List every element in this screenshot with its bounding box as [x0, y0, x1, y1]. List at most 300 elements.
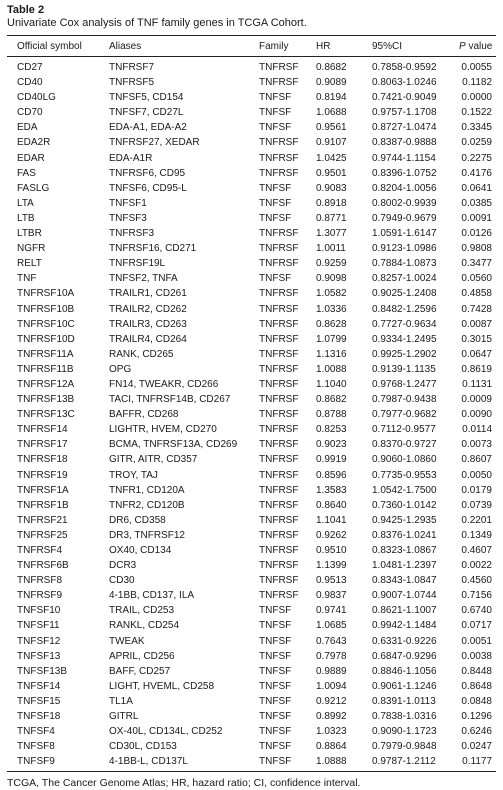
- p-value-word: value: [465, 40, 493, 52]
- cell-p-value: 0.0247: [461, 741, 492, 753]
- cell-family: TNFRSF: [259, 469, 299, 481]
- cell-hr: 0.8918: [316, 197, 347, 209]
- cell-hr: 0.8788: [316, 409, 347, 421]
- cell-ci: 0.8002-0.9939: [372, 197, 437, 209]
- table-row: [7, 452, 496, 467]
- cell-ci: 0.9025-1.2408: [372, 288, 437, 300]
- cell-ci: 0.6331-0.9226: [372, 635, 437, 647]
- cell-hr: 0.8596: [316, 469, 347, 481]
- cell-aliases: LIGHTR, HVEM, CD270: [109, 424, 217, 436]
- cell-family: TNFSF: [259, 122, 292, 134]
- cell-aliases: FN14, TWEAKR, CD266: [109, 378, 219, 390]
- cell-p-value: 0.0050: [461, 469, 492, 481]
- cell-hr: 0.9098: [316, 273, 347, 285]
- table-row: [7, 694, 496, 709]
- cell-hr: 0.9212: [316, 695, 347, 707]
- cell-p-value: 0.0647: [461, 348, 492, 360]
- table-row: [7, 709, 496, 724]
- cell-hr: 0.7978: [316, 650, 347, 662]
- cell-ci: 0.7112-0.9577: [372, 424, 436, 436]
- cell-family: TNFRSF: [259, 167, 299, 179]
- cell-symbol: TNFSF4: [17, 726, 55, 738]
- table-bottom-rule: [7, 771, 496, 772]
- cell-hr: 0.8628: [316, 318, 347, 330]
- cell-symbol: TNFRSF17: [17, 439, 68, 451]
- cell-family: TNFRSF: [259, 575, 299, 587]
- table-row: [7, 135, 496, 150]
- table-row: [7, 286, 496, 301]
- cell-family: TNFRSF: [259, 348, 299, 360]
- table-row: [7, 513, 496, 528]
- table-row: [7, 392, 496, 407]
- cell-aliases: OX-40L, CD134L, CD252: [109, 726, 223, 738]
- cell-aliases: TNFRSF6, CD95: [109, 167, 186, 179]
- col-header-p-value: [449, 36, 496, 57]
- table-row: [7, 407, 496, 422]
- cell-aliases: BAFFR, CD268: [109, 409, 179, 421]
- cell-family: TNFRSF: [259, 152, 299, 164]
- cell-symbol: CD40LG: [17, 92, 56, 104]
- cell-symbol: LTBR: [17, 228, 42, 240]
- table-row: [7, 649, 496, 664]
- cell-aliases: TRAILR2, CD262: [109, 303, 187, 315]
- cell-p-value: 0.0717: [461, 620, 492, 632]
- col-header-ci: 95%CI: [362, 36, 449, 57]
- cell-ci: 0.9061-1.1246: [372, 680, 437, 692]
- cell-p-value: 0.1349: [461, 529, 492, 541]
- cell-symbol: TNFSF8: [17, 741, 55, 753]
- cell-ci: 0.9768-1.2477: [372, 378, 437, 390]
- table-body: [7, 57, 496, 772]
- cell-hr: 1.1040: [316, 378, 347, 390]
- cell-hr: 1.0799: [316, 333, 347, 345]
- cell-hr: 0.8682: [316, 62, 347, 73]
- table-footnote: TCGA, The Cancer Genome Atlas; HR, hazard ratio; CI, confidence interval.: [7, 777, 361, 790]
- cell-family: TNFRSF: [259, 378, 299, 390]
- cell-family: TNFRSF: [259, 394, 299, 406]
- cell-family: TNFRSF: [259, 454, 299, 466]
- table-row: [7, 422, 496, 437]
- cell-p-value: 0.7428: [461, 303, 492, 315]
- cell-symbol: TNFSF10: [17, 605, 61, 617]
- cell-p-value: 0.0038: [461, 650, 492, 662]
- cell-ci: 0.7727-0.9634: [372, 318, 437, 330]
- cell-p-value: 0.3477: [461, 258, 492, 270]
- table-label: Table 2: [7, 4, 45, 16]
- table-row: [7, 468, 496, 483]
- cell-family: TNFSF: [259, 605, 292, 617]
- table-row: [7, 256, 496, 271]
- cell-ci: 0.8621-1.1007: [372, 605, 437, 617]
- cell-family: TNFSF: [259, 680, 292, 692]
- cell-symbol: TNFSF13B: [17, 665, 68, 677]
- cell-aliases: BCMA, TNFRSF13A, CD269: [109, 439, 238, 451]
- cell-p-value: 0.3015: [461, 333, 492, 345]
- cell-ci: 0.9060-1.0860: [372, 454, 437, 466]
- cell-family: TNFRSF: [259, 258, 299, 270]
- cell-family: TNFRSF: [259, 303, 299, 315]
- cell-p-value: 0.0000: [461, 92, 492, 104]
- cell-symbol: TNFSF11: [17, 620, 60, 632]
- cell-p-value: 0.1131: [462, 378, 492, 390]
- cell-ci: 0.8323-1.0867: [372, 545, 437, 556]
- cell-aliases: RANK, CD265: [109, 348, 174, 360]
- cell-symbol: TNFRSF4: [17, 545, 62, 556]
- table-row: [7, 754, 496, 771]
- cell-aliases: TRAILR3, CD263: [109, 318, 187, 330]
- cell-hr: 0.9561: [316, 122, 347, 134]
- cell-hr: 1.3077: [316, 228, 347, 240]
- cell-hr: 1.0094: [316, 680, 347, 692]
- cell-ci: 0.8370-0.9727: [372, 439, 437, 451]
- cell-hr: 0.9089: [316, 77, 347, 89]
- cell-hr: 0.9083: [316, 182, 347, 194]
- cell-family: TNFRSF: [259, 77, 299, 89]
- cell-ci: 0.9942-1.1484: [372, 620, 437, 632]
- cell-symbol: TNFRSF13C: [17, 409, 75, 421]
- cell-ci: 0.8727-1.0474: [372, 122, 437, 134]
- cell-symbol: TNFSF9: [17, 756, 55, 768]
- cell-aliases: OPG: [109, 363, 132, 375]
- table-row: [7, 196, 496, 211]
- cell-ci: 1.0591-1.6147: [372, 228, 437, 240]
- cell-p-value: 0.8607: [461, 454, 492, 466]
- cell-p-value: 0.8619: [461, 363, 492, 375]
- cell-ci: 0.9139-1.1135: [372, 363, 436, 375]
- cell-family: TNFRSF: [259, 499, 299, 511]
- cell-hr: 1.0685: [316, 620, 347, 632]
- cell-aliases: TNFSF7, CD27L: [109, 107, 184, 119]
- p-italic: P: [459, 40, 466, 52]
- cell-aliases: OX40, CD134: [109, 545, 172, 556]
- cell-hr: 1.0088: [316, 363, 347, 375]
- cell-aliases: TNFR2, CD120B: [109, 499, 185, 511]
- cell-family: TNFRSF: [259, 439, 299, 451]
- cell-p-value: 0.0009: [461, 394, 492, 406]
- cell-aliases: TNFRSF19L: [109, 258, 166, 270]
- table-row: [7, 573, 496, 588]
- cell-aliases: TNFSF1: [109, 197, 147, 209]
- cell-hr: 1.0425: [316, 152, 347, 164]
- cell-aliases: TNFRSF5: [109, 77, 154, 89]
- cell-hr: 1.0336: [316, 303, 347, 315]
- cell-hr: 0.7643: [316, 635, 347, 647]
- table-row: [7, 528, 496, 543]
- cell-symbol: FAS: [17, 167, 36, 179]
- cell-p-value: 0.0739: [461, 499, 492, 511]
- cell-ci: 0.8257-1.0024: [372, 273, 437, 285]
- cell-symbol: TNFRSF1A: [17, 484, 69, 496]
- cell-hr: 1.0688: [316, 107, 347, 119]
- table-row: [7, 362, 496, 377]
- cell-ci: 0.7979-0.9848: [372, 741, 437, 753]
- cell-symbol: TNFRSF8: [17, 575, 62, 587]
- cell-aliases: CD30: [109, 575, 135, 587]
- cell-p-value: 0.7156: [461, 590, 492, 602]
- cell-p-value: 0.0385: [461, 197, 492, 209]
- cell-symbol: EDA2R: [17, 137, 51, 149]
- cell-aliases: TNFRSF3: [109, 228, 154, 240]
- cell-symbol: LTA: [17, 197, 34, 209]
- cell-symbol: TNF: [17, 273, 37, 285]
- cell-hr: 1.0011: [316, 243, 346, 255]
- cell-symbol: TNFRSF10D: [17, 333, 75, 345]
- cell-aliases: EDA-A1R: [109, 152, 153, 164]
- table-row: [7, 211, 496, 226]
- cell-ci: 0.9007-1.0744: [372, 590, 437, 602]
- cell-aliases: EDA-A1, EDA-A2: [109, 122, 187, 134]
- cell-ci: 0.8846-1.1056: [372, 665, 437, 677]
- cell-ci: 0.8396-1.0752: [372, 167, 437, 179]
- cell-hr: 0.8771: [316, 212, 347, 224]
- cell-hr: 0.9262: [316, 529, 347, 541]
- cell-p-value: 0.2275: [461, 152, 492, 164]
- cell-aliases: 4-1BB, CD137, ILA: [109, 590, 195, 602]
- cell-aliases: TNFSF2, TNFA: [109, 273, 178, 285]
- cell-aliases: GITRL: [109, 711, 139, 723]
- cell-ci: 0.8376-1.0241: [372, 529, 437, 541]
- cell-aliases: TRAILR4, CD264: [109, 333, 187, 345]
- cell-ci: 0.6847-0.9296: [372, 650, 437, 662]
- cell-p-value: 0.6246: [461, 726, 492, 738]
- cell-hr: 0.9889: [316, 665, 347, 677]
- cell-hr: 1.1316: [316, 348, 347, 360]
- cell-symbol: TNFRSF21: [17, 514, 68, 526]
- table-row: [7, 120, 496, 135]
- cell-family: TNFSF: [259, 695, 292, 707]
- cell-aliases: 4-1BB-L, CD137L: [109, 756, 188, 768]
- cell-aliases: TNFSF3: [109, 212, 147, 224]
- cell-aliases: APRIL, CD256: [109, 650, 175, 662]
- cell-symbol: TNFRSF14: [17, 424, 68, 436]
- cox-analysis-table: [7, 36, 496, 771]
- table-row: [7, 75, 496, 90]
- cell-family: TNFRSF: [259, 484, 299, 496]
- cell-family: TNFSF: [259, 620, 292, 632]
- cell-hr: 0.9259: [316, 258, 347, 270]
- cell-hr: 0.8194: [316, 92, 347, 104]
- cell-symbol: CD40: [17, 77, 43, 89]
- cell-symbol: LTB: [17, 212, 35, 224]
- cell-symbol: EDA: [17, 122, 38, 134]
- cell-family: TNFRSF: [259, 409, 299, 421]
- cell-ci: 0.7949-0.9679: [372, 212, 437, 224]
- cell-hr: 0.8992: [316, 711, 347, 723]
- cell-symbol: TNFRSF10C: [17, 318, 75, 330]
- cell-symbol: CD70: [17, 107, 43, 119]
- cell-p-value: 0.4858: [461, 288, 492, 300]
- cell-ci: 0.8482-1.2596: [372, 303, 437, 315]
- cell-ci: 0.9090-1.1723: [372, 726, 437, 738]
- cell-family: TNFRSF: [259, 137, 299, 149]
- cell-hr: 0.9501: [316, 167, 347, 179]
- cell-family: TNFRSF: [259, 560, 299, 572]
- cell-hr: 0.8253: [316, 424, 347, 436]
- cell-ci: 0.7977-0.9682: [372, 409, 437, 421]
- table-row: [7, 618, 496, 633]
- table-row: [7, 90, 496, 105]
- table-row: [7, 603, 496, 618]
- cell-p-value: 0.2201: [461, 514, 492, 526]
- cell-hr: 0.9837: [316, 590, 347, 602]
- cell-symbol: TNFSF12: [17, 635, 61, 647]
- cell-symbol: TNFRSF1B: [17, 499, 69, 511]
- cell-aliases: DCR3: [109, 560, 137, 572]
- cell-hr: 0.9023: [316, 439, 347, 451]
- col-header-symbol: Official symbol: [7, 36, 99, 57]
- cell-hr: 0.8682: [316, 394, 347, 406]
- cell-family: TNFRSF: [259, 318, 299, 330]
- cell-ci: 0.8063-1.0246: [372, 77, 437, 89]
- cell-symbol: CD27: [17, 62, 43, 73]
- cell-p-value: 0.0087: [461, 318, 492, 330]
- cell-ci: 0.7858-0.9592: [372, 62, 437, 73]
- cell-aliases: TNFRSF27, XEDAR: [109, 137, 200, 149]
- cell-family: TNFRSF: [259, 424, 299, 436]
- cell-family: TNFRSF: [259, 545, 299, 556]
- table-row: [7, 739, 496, 754]
- table-row: [7, 317, 496, 332]
- cell-ci: 0.9787-1.2112: [372, 756, 436, 768]
- cell-family: TNFRSF: [259, 363, 299, 375]
- cell-p-value: 0.0848: [461, 695, 492, 707]
- cell-ci: 0.9123-1.0986: [372, 243, 437, 255]
- table-row: [7, 483, 496, 498]
- cell-p-value: 0.4560: [461, 575, 492, 587]
- cell-ci: 0.7987-0.9438: [372, 394, 437, 406]
- cell-p-value: 0.1182: [462, 77, 492, 89]
- table-row: [7, 543, 496, 558]
- table-header-row: [7, 36, 496, 57]
- table-row: [7, 377, 496, 392]
- cell-hr: 0.9513: [316, 575, 347, 587]
- table-row: [7, 181, 496, 196]
- table-row: [7, 724, 496, 739]
- col-header-hr: HR: [306, 36, 362, 57]
- table-row: [7, 558, 496, 573]
- cell-p-value: 0.0560: [461, 273, 492, 285]
- cell-ci: 0.9925-1.2902: [372, 348, 437, 360]
- cell-aliases: TRAIL, CD253: [109, 605, 175, 617]
- cell-ci: 0.8204-1.0056: [372, 182, 437, 194]
- cell-p-value: 0.0055: [461, 62, 492, 73]
- table-row: [7, 302, 496, 317]
- cell-family: TNFRSF: [259, 243, 299, 255]
- cell-p-value: 0.0126: [461, 228, 492, 240]
- cell-symbol: TNFRSF25: [17, 529, 68, 541]
- cell-p-value: 0.0051: [461, 635, 492, 647]
- cell-family: TNFRSF: [259, 333, 299, 345]
- cell-family: TNFSF: [259, 107, 292, 119]
- cell-p-value: 0.1522: [461, 107, 492, 119]
- cell-aliases: TRAILR1, CD261: [109, 288, 187, 300]
- cell-ci: 0.7838-1.0316: [372, 711, 437, 723]
- cell-ci: 0.7360-1.0142: [372, 499, 437, 511]
- cell-aliases: DR3, TNFRSF12: [109, 529, 185, 541]
- cell-p-value: 0.8448: [461, 665, 492, 677]
- cell-ci: 0.9425-1.2935: [372, 514, 437, 526]
- cell-family: TNFSF: [259, 741, 292, 753]
- cell-family: TNFRSF: [259, 288, 299, 300]
- cell-ci: 0.9757-1.1708: [372, 107, 437, 119]
- cell-aliases: RANKL, CD254: [109, 620, 180, 632]
- cell-p-value: 0.4607: [461, 545, 492, 556]
- table-row: [7, 105, 496, 120]
- table-row: [7, 226, 496, 241]
- cell-aliases: TNFRSF7: [109, 62, 154, 73]
- cell-symbol: RELT: [17, 258, 42, 270]
- cell-family: TNFSF: [259, 197, 292, 209]
- cell-family: TNFSF: [259, 273, 292, 285]
- cell-symbol: TNFRSF19: [17, 469, 68, 481]
- cell-p-value: 0.1177: [462, 756, 492, 768]
- table-row: [7, 271, 496, 286]
- cell-symbol: TNFSF15: [17, 695, 61, 707]
- cell-hr: 1.0323: [316, 726, 347, 738]
- cell-family: TNFSF: [259, 212, 292, 224]
- table-row: [7, 151, 496, 166]
- table-row: [7, 332, 496, 347]
- cell-aliases: TROY, TAJ: [109, 469, 158, 481]
- cell-symbol: TNFRSF12A: [17, 378, 75, 390]
- cell-aliases: TNFSF5, CD154: [109, 92, 184, 104]
- cell-aliases: DR6, CD358: [109, 514, 166, 526]
- cell-family: TNFSF: [259, 726, 292, 738]
- cell-symbol: NGFR: [17, 243, 46, 255]
- col-header-family: Family: [249, 36, 306, 57]
- table-row: [7, 664, 496, 679]
- cell-symbol: TNFSF13: [17, 650, 61, 662]
- cell-p-value: 0.0091: [461, 212, 492, 224]
- cell-p-value: 0.0179: [461, 484, 492, 496]
- cell-symbol: TNFRSF18: [17, 454, 68, 466]
- cell-symbol: FASLG: [17, 182, 50, 194]
- cell-family: TNFSF: [259, 92, 292, 104]
- cell-aliases: TNFR1, CD120A: [109, 484, 185, 496]
- cell-ci: 0.7884-1.0873: [372, 258, 437, 270]
- cell-family: TNFRSF: [259, 228, 299, 240]
- cell-ci: 0.8391-1.0113: [372, 695, 436, 707]
- cell-hr: 1.0582: [316, 288, 347, 300]
- cell-p-value: 0.0114: [462, 424, 492, 436]
- cell-p-value: 0.3345: [461, 122, 492, 134]
- cell-hr: 1.1399: [316, 560, 347, 572]
- cell-hr: 0.8640: [316, 499, 347, 511]
- cell-family: TNFSF: [259, 182, 292, 194]
- cell-family: TNFRSF: [259, 590, 299, 602]
- table-row: [7, 57, 496, 76]
- cell-ci: 0.8387-0.9888: [372, 137, 437, 149]
- col-header-aliases: Aliases: [99, 36, 249, 57]
- cell-symbol: TNFSF18: [17, 711, 61, 723]
- table-row: [7, 241, 496, 256]
- cell-aliases: BAFF, CD257: [109, 665, 171, 677]
- cell-p-value: 0.0641: [461, 182, 492, 194]
- cell-ci: 1.0542-1.7500: [372, 484, 437, 496]
- cell-family: TNFSF: [259, 635, 292, 647]
- cell-aliases: CD30L, CD153: [109, 741, 177, 753]
- cell-family: TNFSF: [259, 711, 292, 723]
- cell-hr: 0.9107: [316, 137, 347, 149]
- cell-aliases: TWEAK: [109, 635, 145, 647]
- cell-family: TNFSF: [259, 665, 292, 677]
- cell-symbol: TNFSF14: [17, 680, 61, 692]
- cell-p-value: 0.9808: [461, 243, 492, 255]
- cell-ci: 0.7421-0.9049: [372, 92, 437, 104]
- cell-symbol: TNFRSF6B: [17, 560, 69, 572]
- cell-symbol: TNFRSF9: [17, 590, 62, 602]
- cell-ci: 0.7735-0.9553: [372, 469, 437, 481]
